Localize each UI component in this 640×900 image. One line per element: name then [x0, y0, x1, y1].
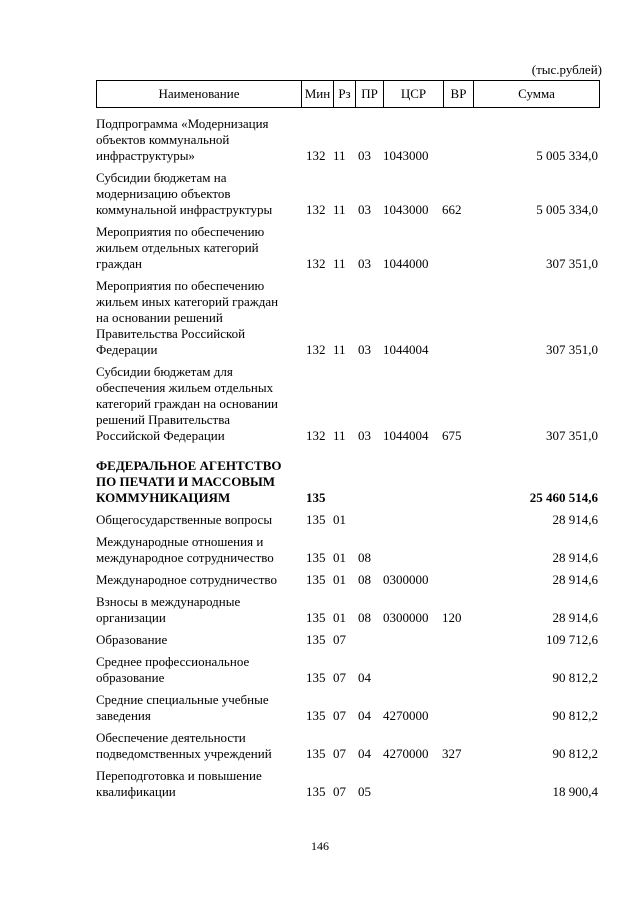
cell-rz: 11 — [333, 202, 346, 217]
cell-rz: 07 — [333, 746, 346, 761]
cell-csr: 1043000 — [383, 148, 429, 163]
cell-rz: 07 — [333, 632, 346, 647]
table-row — [96, 632, 600, 648]
cell-min: 135 — [306, 550, 326, 565]
cell-sum: 90 812,2 — [552, 670, 598, 685]
cell-rz: 01 — [333, 572, 346, 587]
cell-min: 135 — [306, 746, 326, 761]
cell-min: 135 — [306, 610, 326, 625]
cell-rz: 11 — [333, 256, 346, 271]
cell-sum: 28 914,6 — [552, 512, 598, 527]
cell-pr: 08 — [358, 572, 371, 587]
table-row — [96, 654, 600, 686]
cell-name: Среднее профессиональное образование — [96, 654, 250, 685]
table-row — [96, 116, 600, 164]
header-vr: ВР — [443, 81, 473, 107]
cell-sum: 307 351,0 — [546, 428, 598, 443]
table-row — [96, 730, 600, 762]
header-sum: Сумма — [473, 81, 599, 107]
table-row — [96, 594, 600, 626]
cell-csr: 4270000 — [383, 746, 429, 761]
cell-rz: 07 — [333, 784, 346, 799]
cell-min: 132 — [306, 342, 326, 357]
cell-min: 132 — [306, 256, 326, 271]
table-row — [96, 364, 600, 444]
cell-rz: 01 — [333, 610, 346, 625]
cell-name: Образование — [96, 632, 168, 647]
cell-name: Международные отношения и международное сотрудничество — [96, 534, 274, 565]
cell-name: Обеспечение деятельности подведомственных учреждений — [96, 730, 272, 761]
cell-name: ФЕДЕРАЛЬНОЕ АГЕНТСТВО ПО ПЕЧАТИ И МАССОВЫМ КОММУНИКАЦИЯМ — [96, 458, 282, 505]
cell-pr: 03 — [358, 428, 371, 443]
header-name: Наименование — [158, 86, 240, 101]
cell-csr: 0300000 — [383, 610, 429, 625]
cell-pr: 04 — [358, 746, 371, 761]
cell-sum: 307 351,0 — [546, 256, 598, 271]
cell-vr: 327 — [442, 746, 462, 761]
cell-min: 135 — [306, 632, 326, 647]
cell-rz: 11 — [333, 342, 346, 357]
cell-rz: 01 — [333, 512, 346, 527]
header-min: Мин — [301, 81, 333, 107]
cell-csr: 1044004 — [383, 428, 429, 443]
cell-pr: 08 — [358, 610, 371, 625]
page-number: 146 — [311, 839, 329, 853]
table-header — [96, 80, 600, 108]
table-row — [96, 278, 600, 358]
cell-sum: 90 812,2 — [552, 746, 598, 761]
cell-min: 135 — [306, 784, 326, 799]
header-pr: ПР — [355, 81, 383, 107]
cell-sum: 109 712,6 — [546, 632, 598, 647]
table-row — [96, 224, 600, 272]
cell-rz: 01 — [333, 550, 346, 565]
cell-name: Средние специальные учебные заведения — [96, 692, 269, 723]
table-row — [96, 458, 600, 506]
cell-sum: 5 005 334,0 — [536, 202, 598, 217]
cell-pr: 04 — [358, 708, 371, 723]
cell-rz: 11 — [333, 428, 346, 443]
cell-csr: 4270000 — [383, 708, 429, 723]
cell-name: Взносы в международные организации — [96, 594, 241, 625]
cell-pr: 04 — [358, 670, 371, 685]
header-csr: ЦСР — [383, 81, 443, 107]
cell-vr: 675 — [442, 428, 462, 443]
cell-sum: 5 005 334,0 — [536, 148, 598, 163]
cell-sum: 28 914,6 — [552, 610, 598, 625]
cell-name: Мероприятия по обеспечению жильем отдельных категорий граждан — [96, 224, 265, 271]
cell-min: 135 — [306, 572, 326, 587]
cell-pr: 03 — [358, 202, 371, 217]
cell-name: Международное сотрудничество — [96, 572, 277, 587]
cell-vr: 120 — [442, 610, 462, 625]
table-row — [96, 170, 600, 218]
cell-pr: 03 — [358, 256, 371, 271]
cell-name: Субсидии бюджетам на модернизацию объектов коммунальной инфраструктуры — [96, 170, 273, 217]
cell-name: Субсидии бюджетам для обеспечения жильем отдельных категорий граждан на основании решений Правительства Российской Федерации — [96, 364, 278, 443]
cell-rz: 07 — [333, 670, 346, 685]
cell-sum: 18 900,4 — [552, 784, 598, 799]
table-row — [96, 768, 600, 800]
cell-sum: 307 351,0 — [546, 342, 598, 357]
cell-vr: 662 — [442, 202, 462, 217]
cell-rz: 07 — [333, 708, 346, 723]
table-row — [96, 692, 600, 724]
cell-name: Переподготовка и повышение квалификации — [96, 768, 262, 799]
cell-min: 135 — [306, 670, 326, 685]
cell-pr: 05 — [358, 784, 371, 799]
unit-caption: (тыс.рублей) — [531, 62, 602, 77]
cell-min: 132 — [306, 148, 326, 163]
cell-pr: 03 — [358, 342, 371, 357]
cell-sum: 28 914,6 — [552, 572, 598, 587]
table-row — [96, 534, 600, 566]
table-row — [96, 572, 600, 588]
cell-sum: 90 812,2 — [552, 708, 598, 723]
cell-csr: 1044000 — [383, 256, 429, 271]
cell-csr: 0300000 — [383, 572, 429, 587]
cell-pr: 08 — [358, 550, 371, 565]
table-body — [96, 116, 600, 806]
table-row — [96, 512, 600, 528]
cell-name: Подпрограмма «Модернизация объектов коммунальной инфраструктуры» — [96, 116, 269, 163]
cell-min: 135 — [306, 708, 326, 723]
cell-sum: 25 460 514,6 — [529, 490, 598, 505]
cell-pr: 03 — [358, 148, 371, 163]
cell-csr: 1044004 — [383, 342, 429, 357]
cell-csr: 1043000 — [383, 202, 429, 217]
cell-min: 135 — [306, 490, 326, 505]
cell-min: 132 — [306, 428, 326, 443]
cell-min: 132 — [306, 202, 326, 217]
cell-min: 135 — [306, 512, 326, 527]
cell-rz: 11 — [333, 148, 346, 163]
header-rz: Рз — [333, 81, 355, 107]
cell-name: Общегосударственные вопросы — [96, 512, 273, 527]
cell-sum: 28 914,6 — [552, 550, 598, 565]
cell-name: Мероприятия по обеспечению жильем иных категорий граждан на основании решений Правительства Российской Федерации — [96, 278, 279, 357]
